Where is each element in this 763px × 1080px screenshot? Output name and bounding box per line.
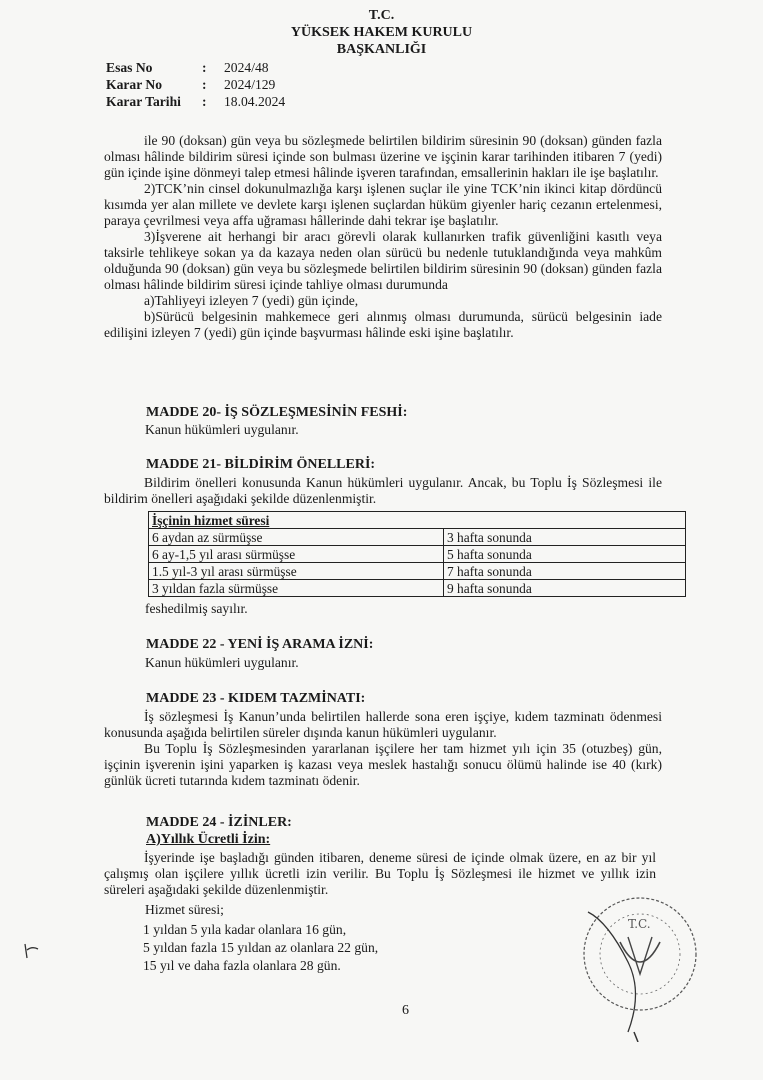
paragraph: a)Tahliyeyi izleyen 7 (yedi) gün içinde, <box>144 293 359 308</box>
handwritten-mark-icon <box>22 942 42 960</box>
table-cell: 7 hafta sonunda <box>444 563 686 580</box>
table-cell: 3 hafta sonunda <box>444 529 686 546</box>
meta-label: Esas No <box>106 60 153 75</box>
meta-row <box>106 94 285 111</box>
paragraph: Bu Toplu İş Sözleşmesinden yararlanan işçilere her tam hizmet yılı için 35 (otuzbeş) gün, işçinin işverenin işini yaparken iş kazası veya meslek hastalığı sonucu ölümü halinde ise 40 (kırk) günlük ücreti tutarında kıdem tazminatı ödenir. <box>104 741 662 788</box>
table-row <box>149 580 686 597</box>
table-footnote: feshedilmiş sayılır. <box>145 601 248 616</box>
section-text: Kanun hükümleri uygulanır. <box>145 422 299 437</box>
section-heading: MADDE 23 - KIDEM TAZMİNATI: <box>146 691 366 706</box>
list-item: 15 yıl ve daha fazla olanlara 28 gün. <box>143 958 341 973</box>
meta-value: 18.04.2024 <box>224 94 286 109</box>
table-cell: 3 yıldan fazla sürmüşse <box>149 580 444 597</box>
header-line-2: YÜKSEK HAKEM KURULU <box>290 25 473 40</box>
section-heading: MADDE 21- BİLDİRİM ÖNELLERİ: <box>146 457 376 472</box>
meta-value: 2024/48 <box>224 60 269 75</box>
case-meta <box>106 60 285 111</box>
section-heading: MADDE 20- İŞ SÖZLEŞMESİNİN FESHİ: <box>146 405 408 420</box>
section-heading: MADDE 24 - İZİNLER: <box>146 815 292 830</box>
table-cell: 6 ay-1,5 yıl arası sürmüşse <box>149 546 444 563</box>
meta-row <box>106 77 285 94</box>
table-cell: 9 hafta sonunda <box>444 580 686 597</box>
meta-row <box>106 60 285 77</box>
header-line-3: BAŞKANLIĞI <box>336 42 427 57</box>
header-line-1: T.C. <box>368 8 395 23</box>
table-row <box>149 563 686 580</box>
body-text <box>104 133 662 341</box>
page-number: 6 <box>402 1003 409 1018</box>
meta-label: Karar No <box>106 77 163 92</box>
table-header-row <box>149 512 686 529</box>
meta-label: Karar Tarihi <box>106 94 181 109</box>
meta-colon: : <box>202 94 207 109</box>
meta-colon: : <box>202 60 207 75</box>
paragraph: b)Sürücü belgesinin mahkemece geri alınmış olması durumunda, sürücü belgesinin iade edilişini izleyen 7 (yedi) gün içinde başvurması hâlinde eski işine başlatılır. <box>104 309 662 340</box>
paragraph: 2)TCK’nin cinsel dokunulmazlığa karşı işlenen suçlar ile yine TCK’nin ikinci kitap dördüncü kısımda yer alan millete ve devlete karşı işlenen suçlardan hüküm giyenler hariç cezanın ertelenmesi, paraya çevrilmesi veya affa uğraması hâllerinde dahi tekrar işe başlatılır. <box>104 181 662 228</box>
list-lead: Hizmet süresi; <box>145 902 224 917</box>
paragraph: 3)İşverene ait herhangi bir aracı görevli olarak kullanırken trafik güvenliğini kasıtlı veya taksirle tehlikeye sokan ya da kazaya neden olan sürücü bu nedenle tutuklandığında veya mahkûm olduğunda 90 (doksan) gün veya bu sözleşmede belirtilen bildirim süresinin 90 (doksan) günden fazla olması hâlinde bildirim süresi içinde tahliye olması durumunda <box>104 229 662 292</box>
section-text <box>104 475 662 507</box>
table-cell: 6 aydan az sürmüşse <box>149 529 444 546</box>
table-cell: 5 hafta sonunda <box>444 546 686 563</box>
official-seal-icon <box>568 882 698 1042</box>
meta-colon: : <box>202 77 207 92</box>
meta-value: 2024/129 <box>224 77 276 92</box>
section-text <box>104 709 662 789</box>
notice-period-table <box>148 511 686 597</box>
list-item: 1 yıldan 5 yıla kadar olanlara 16 gün, <box>143 922 347 937</box>
section-text: Kanun hükümleri uygulanır. <box>145 655 299 670</box>
paragraph: İşyerinde işe başladığı günden itibaren, deneme süresi de içinde olmak üzere, en az bir yıl çalışmış olan işçilere yıllık ücretli izin verilir. Bu Toplu İş Sözleşmesi ile hizmet ve yıllık izin süreleri aşağıdaki şekilde düzenlenmiştir. <box>104 850 656 897</box>
seal-text: T.C. <box>628 917 651 931</box>
section-heading: MADDE 22 - YENİ İŞ ARAMA İZNİ: <box>146 637 374 652</box>
paragraph: ile 90 (doksan) gün veya bu sözleşmede belirtilen bildirim süresinin 90 (doksan) günden fazla olması hâlinde bildirim süresi içinde son bulması üzerine ve işçinin karar tarihinden itibaren 7 (yedi) gün içinde işine dönmeyi talep etmesi hâlinde işveren tarafından, emsallerinin hakları ile işe başlatılır. <box>104 133 662 180</box>
table-row <box>149 546 686 563</box>
section-subheading: A)Yıllık Ücretli İzin: <box>146 832 271 847</box>
paragraph: Bildirim önelleri konusunda Kanun hükümleri uygulanır. Ancak, bu Toplu İş Sözleşmesi ile bildirim önelleri aşağıdaki şekilde düzenlenmiştir. <box>104 475 662 506</box>
table-header: İşçinin hizmet süresi <box>149 512 686 529</box>
table-row <box>149 529 686 546</box>
table-cell: 1.5 yıl-3 yıl arası sürmüşse <box>149 563 444 580</box>
list-item: 5 yıldan fazla 15 yıldan az olanlara 22 gün, <box>143 940 379 955</box>
paragraph: İş sözleşmesi İş Kanun’unda belirtilen hallerde sona eren işçiye, kıdem tazminatı ödenmesi konusunda aşağıda belirtilen süreler dışında kanun hükümleri uygulanır. <box>104 709 662 740</box>
